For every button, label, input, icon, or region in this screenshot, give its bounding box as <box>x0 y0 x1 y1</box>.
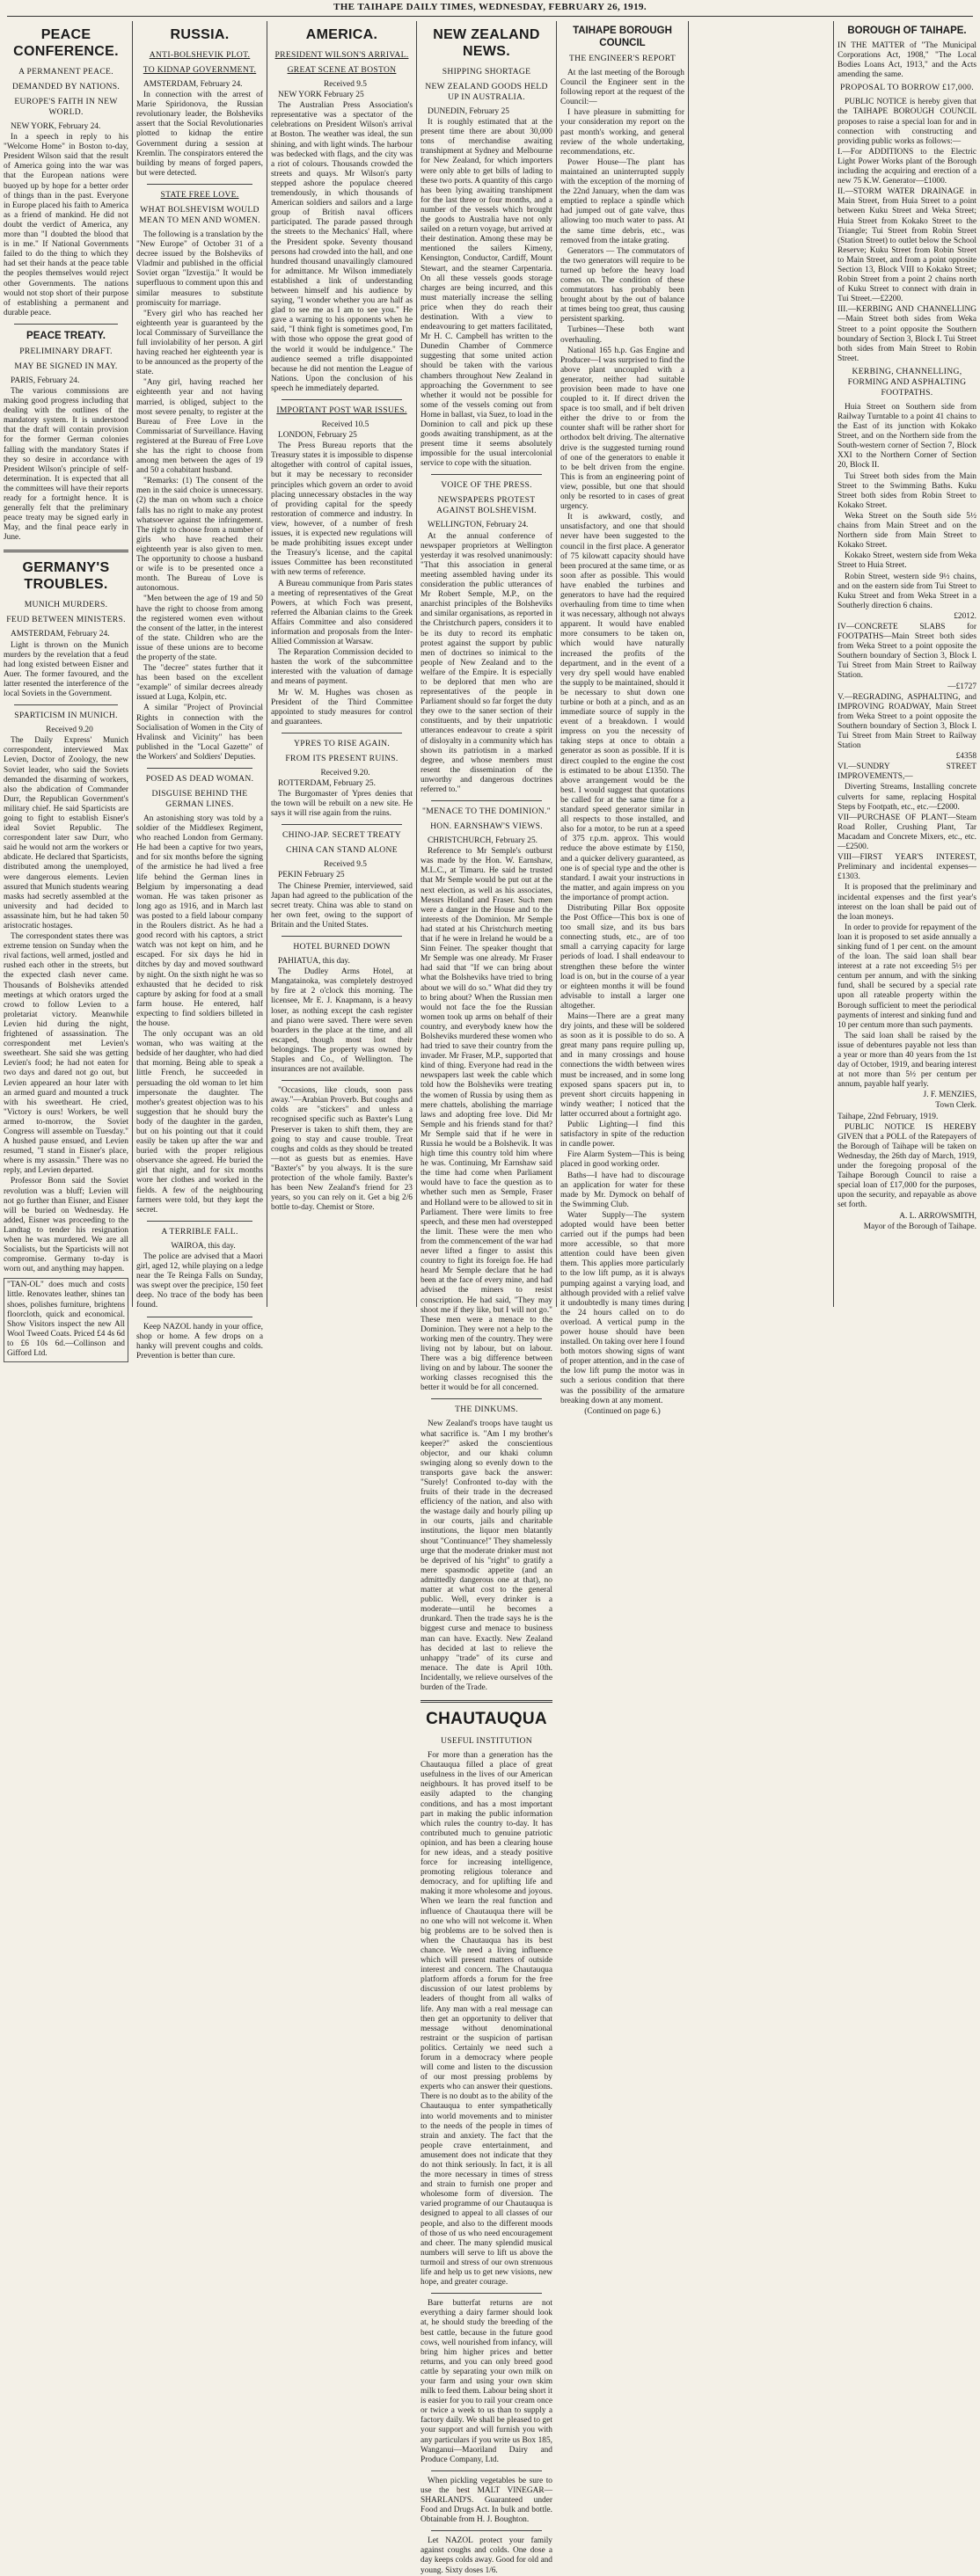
subheading: DEMANDED BY NATIONS. <box>11 82 121 91</box>
column-3 <box>267 21 416 1307</box>
ad-text: "TAN-OL" does much and costs little. Renovates leather, shines tan shoes, polishes furniture, brightens floorcloth, quick and economical. Show Visitors inspect the new All Wool Tweed Coats. Priced £4 4s 6d to £6 10s 6d.—Collinson and Gifford Ltd. <box>7 1281 125 1359</box>
separator <box>282 1080 402 1081</box>
article-title: CHINO-JAP. SECRET TREATY <box>282 830 402 841</box>
article-body: "Any girl, having reached her eighteenth year and not having married, is obliged, subject to the most severe penalty, to register at the Bureau of Free Love in the Commissariat of Surveillance. Having registered at the Bureau of Free Love she has the right to choose from among men between the ages of 19 and 50 a cohabitant husband. <box>136 378 263 476</box>
separator <box>431 1398 542 1399</box>
subheading: A PERMANENT PEACE. <box>18 67 113 77</box>
dateline: WELLINGTON, February 24. <box>428 521 529 530</box>
article-body: For more than a generation has the Chautauqua filled a place of great usefulness in the lives of our American neighbours. It has proved itself to be easily adapted to the changing conditions, and has a most important part in making the public information which rules the country to-day. It has contributed much to genuine patriotic opinion, and has been a clearing house for new ideas, and a steady positive force for increasing intelligence, promoting religious tolerance and democracy, and for uplifting life and making it more wholesome and joyous. When we learn the real function and influence of Chautauqua there will be no one who will not welcome it. When big problems are to be solved then is when the Chautauqua has its best chance. We need a living influence which will present matters of outside interest and concern. The Chautauqua platform affords a forum for the free discussion of our latest problems by leaders of thought from all walks of life. Any man with a real message can then get an opportunity to deliver that message without denominational restraint or the suspicion of partisan politics. Certainly we need such a forum in a democracy where people will come and listen to the discussion of our most pressing problems by experts who can answer their questions. There is no doubt as to the ability of the Chautauqua to enter sympathetically into world movements and to minister to the needs of the people in times of strain and anxiety. The fact that the people crave entertainment, and amusement does not indicate that they do not think seriously. In fact, it is all the more necessary in times of stress and strain to furnish one proper and wholesome form of diversion. The varied programme of our Chautauqua is designed to appeal to all classes of our people, and also to the different moods of those of us who need encouragement and cheer. The many splendid musical numbers will serve to lift us above the turmoil and stress of our own strenuous life and help us to get new visions, new hope, and greater courage. <box>421 1751 552 2288</box>
signature: J. F. MENZIES, <box>923 1091 976 1100</box>
dateline: PARIS, February 24. <box>11 376 80 385</box>
article-body: A Bureau communique from Paris states a meeting of representatives of the Great Powers, at which Foch was present, referred the Albanian claims to the Greek Affairs Committee and also considered information and proposals from the Inter-Allied Commission at Warsaw. <box>271 579 413 647</box>
separator <box>431 2293 542 2294</box>
notice-item: III.—KERBING AND CHANNELLING—Main Street both sides from Weka Street to a point opposite the Southern boundary of Section 3, Block I. Tui Street both sides from Main Street to Robin Street. <box>837 305 976 363</box>
article-body: National 165 h.p. Gas Engine and Producer—I was surprised to find the above plant uncoupled with a generator, neither had suitable provision been made to have one coupled to it. If direct driven the space is too small, and if belt driven either the drive to or from the counter shaft will be rather short for orthodox belt driving. The alternative drive is the suggested turning round of one of the generators to enable it to be belt driven from the engine. This is from an engineering point of view, possible, but one that should only be resorted to in cases of great urgency. <box>560 346 684 512</box>
article-body: The Reparation Commission decided to hasten the work of the subcommittee interested with the valuation of damage and means of payment. <box>271 648 413 687</box>
dateline: PAHIATUA, this day. <box>278 957 350 967</box>
article-body: At the last meeting of the Borough Council the Engineer sent in the following report at the request of the Council:— <box>560 69 684 107</box>
notice-item: Kokako Street, western side from Weka Street to Huia Street. <box>837 551 976 571</box>
article-title: YPRES TO RISE AGAIN. <box>293 738 391 748</box>
separator <box>431 2470 542 2471</box>
subheading: CHINA CAN STAND ALONE <box>286 845 398 856</box>
signature: A. L. ARROWSMITH, <box>899 1211 976 1221</box>
notice-item: Weka Street on the South side 5½ chains from Main Street and on the Northern side from Main Street to Kokako Street. <box>837 511 976 551</box>
article-title: PEACE TREATY. <box>26 330 106 341</box>
dateline: ROTTERDAM, February 25. <box>278 779 376 788</box>
notice-intro: IN THE MATTER of "The Municipal Corporations Act, 1908," "The Local Bodies Loans Act, 1913," and the Acts amending the same. <box>837 41 976 80</box>
article-body: The following is a translation by the "New Europe" of October 31 of a decree issued by the Bolsheviks of Vladmir and published in the official Soviet organ "Izvestija." It would be superfluous to comment upon this and similar measures to substitute promiscuity for marriage. <box>136 230 263 308</box>
subheading: DISGUISE BEHIND THE GERMAN LINES. <box>151 789 248 809</box>
article-body: I have pleasure in submitting for your consideration my report on the past month's working, and general review of the whole undertaking, recommendations, etc. <box>560 108 684 157</box>
received-time: Received 10.5 <box>321 420 369 429</box>
notice-item: II.—STORM WATER DRAINAGE in Main Street, from Huia Street to a point between Kuku Street and Weka Street; Huia Street from Kokako Street to the Triangle; Tui Street from Robin Street (Station Street) to outlet below the School Reserve; Kuku Street from Robin Street to Main Street, and from a point opposite Section 13, Block VIII to Kokako Street; Robin Street from a point 2 chains north of Kuku Street to connect with drain in Tui Street.—£2200. <box>837 187 976 304</box>
article-body: The Press Bureau reports that the Treasury states it is impossible to dispense altogether with control of capital issues, but it may be necessary to reconsider principles which govern an order to avoid placing unnecessary obstacles in the way of providing capital for the speedy restoration of commerce and industry. In view, however, of a number of fresh issues, it is expected new regulations will be made prohibiting issues except under the Treasury's license, and the capital issues Committee has been reconstituted with new terms of reference. <box>271 441 413 578</box>
article-body: The Daily Express' Munich correspondent, interviewed Max Levien, Doctor of Zoology, the new Soviet leader, who said the Soviets demanded the disarming of workers, also the abdication of Commander Durr, the Republican Government's military chief. He said Sparticists are going to fight to establish Eisner's ideal Soviet Republic. The correspondent later saw Durr, who said he would not arm the workers or abdicate. He declared that Sparticists, distributed among the unemployed, were dangerous elements. Levien assured that Munich students wearing masks had secretly assembled at the university and had decided to assassinate him, but he had taken 50 aristocratic hostages. <box>4 736 128 930</box>
advertisement: "Occasions, like clouds, soon pass away."—Arabian Proverb. But coughs and colds are "stickers" and unless a recognised specific such as Baxter's Lung Preserver is taken to shift them, they are going to stay and cause trouble. Treat coughs and colds as they should be treated—not as guests but as enemies. Have "Baxter's" by you always. It is the sure protection of the whole family. Baxter's has been New Zealand's friend for 23 years, so you can rely on it. Get a big 2/6 bottle to-day. Chemist or Store. <box>271 1086 413 1213</box>
column-5 <box>557 21 688 1416</box>
advertisement: Bare butterfat returns are not everything a dairy farmer should look at, he should study the breeding of the best cattle, because in the future good cows, well nourished from infancy, will bring him higher prices and better returns, and you can only breed good cattle by separating your own milk on your farm and using your own skim milk to feed them. Labour being short it is easier for you to rail your cream once or twice a week to us than to supply a factory daily. We shall be pleased to get your support and will furnish you with any particulars if you write us Box 185, Wanganui—Maoriland Dairy and Produce Company, Ltd. <box>421 2299 552 2464</box>
article-body: Distributing Pillar Box opposite the Post Office—This box is one of too small size, and its bus bars connecting studs, etc., are of too small a carrying capacity for large periods of load. I shall endeavour to strengthen these before the winter load is on, but in the course of a year or eighteen months it will be found advisable to install a larger one altogether. <box>560 903 684 1011</box>
article-title: VOICE OF THE PRESS. <box>441 480 532 491</box>
subheading: NEW ZEALAND GOODS HELD UP IN AUSTRALIA. <box>425 82 548 102</box>
article-title: SPARTICISM IN MUNICH. <box>14 711 118 721</box>
subheading: PRELIMINARY DRAFT. <box>19 346 113 356</box>
subheading: USEFUL INSTITUTION <box>441 1736 532 1747</box>
continued-note: (Continued on page 6.) <box>584 1406 661 1416</box>
amount: £2012. <box>954 611 976 621</box>
article-body: The Dudley Arms Hotel, at Mangatainoka, was completely destroyed by fire at 2 o'clock this morning. The licensee, Mr E. J. Knapmann, is a heavy loser, as nothing except the cash register and piano were saved. There were seven boarders in the place at the time, and all escaped, though most lost their belongings. The property was owned by Staples and Co., of Wellington. The insurances are not available. <box>271 967 413 1075</box>
separator <box>282 824 402 825</box>
article-body: The police are advised that a Maori girl, aged 12, while playing on a ledge near the Te Reinga Falls on Sunday, was swept over the precipice, 150 feet deep. No trace of the body has been found. <box>136 1252 263 1310</box>
advertisement: Keep NAZOL handy in your office, shop or home. A few drops on a hanky will prevent coughs and colds. Prevention is better than cure. <box>136 1322 263 1361</box>
column-1 <box>0 21 132 1359</box>
subheading: SHIPPING SHORTAGE <box>442 67 531 77</box>
article-body: Mr W. M. Hughes was chosen as President of the Third Committee appointed to study measures for control and guarantees. <box>271 688 413 726</box>
notice-item: VIII—FIRST YEAR'S INTEREST, Preliminary and incidental expenses—£1303. <box>837 853 976 882</box>
article-body: In connection with the arrest of Marie Spiridonova, the Russian revolutionary leader, the Bolsheviks assert that the Social Revolutionaries plotted to kidnap the entire Government during a session at Kremlin. The conspirators entered the building by means of forged papers, but were detected. <box>136 91 263 178</box>
article-body: In a speech in reply to his "Welcome Home" in Boston to-day, President Wilson said that the result of America going into the war was that the European nations were buoyed up by hope for a better order of things than in the past. Everyone in Europe placed his faith to America as a friend of mankind. He did not doubt the verdict of America, any more than "I doubted the blood that is in me." If National Governments failed to do the thing to which they had set their hands at the peace table the peoples themselves would reject other Governments. The nations would not stop short of their purpose of establishing a permanent and durable peace. <box>4 133 128 317</box>
column-4 <box>417 21 556 2575</box>
separator <box>431 2530 542 2531</box>
article-body: The various commissions are making good progress including that dealing with the outlines of the mandatory system. It is understood that the draft will contain provision for the former German colonies falling with the mandatory States if they so desire in accordance with President Wilson's principle of self-determination. It is expected that all the committees will have their reports ready for a fortnight hence. It is generally felt that the preliminary peace treaty may be signed early in May, and the final peace early in June. <box>4 386 128 543</box>
separator <box>431 800 542 801</box>
received-time: Received 9.20 <box>46 726 93 735</box>
article-title: GERMANY'S TROUBLES. <box>22 560 110 593</box>
article-body: Fire Alarm System—This is being placed in good working order. <box>560 1150 684 1170</box>
notice-body: The said loan shall be raised by the issue of debentures payable not less than a year or more than 40 years from the 1st day of October, 1919, and bearing interest at not more than 5½ per centum per annum, payable half yearly. <box>837 1031 976 1090</box>
article-title: POSED AS DEAD WOMAN. <box>145 774 254 784</box>
article-body: "Men between the age of 19 and 50 have the right to choose from among the registered women even without the consent of the latter, in the interest of the state. Children who are the issue of these unions are to become the property of the state. <box>136 595 263 662</box>
signature-title: Mayor of the Borough of Taihape. <box>863 1222 976 1231</box>
article-title: A TERRIBLE FALL. <box>161 1226 238 1237</box>
article-body: Light is thrown on the Munich murders by the revelation that a feud had long existed between Eisner and Auer. The former favoured, and the latter resented the interference of the local Soviets in the Government. <box>4 640 128 699</box>
subheading: MAY BE SIGNED IN MAY. <box>14 361 118 371</box>
separator <box>14 704 118 705</box>
advertisement <box>4 1278 128 1362</box>
article-body: A similar "Project of Provincial Rights in connection with the Socialisation of Women in the City of Hvalinsk and Vicinity" has been published in the "Local Gazette" of the Workers' and Soldiers' Deputies. <box>136 704 263 762</box>
article-title: AMERICA. <box>305 27 378 42</box>
dateline: DUNEDIN, February 25 <box>428 107 509 116</box>
notice-item: IV—CONCRETE SLABS for FOOTPATHS—Main Street both sides from Weka Street to a point opposite the Southern boundary of Section 3, Block I. Tui Street from Main Street to Railway Station. <box>837 622 976 681</box>
separator <box>431 474 542 475</box>
dateline: AMSTERDAM, February 24. <box>11 630 110 639</box>
article-body: An astonishing story was told by a soldier of the Middlesex Regiment, who reached London from Germany. He had been a captive for two years, and for six months before the signing of the armistice he had lived a free life behind the German lines in Belgium by impersonating a dead woman. He was taken prisoner as long ago as 1916, and in March last was posted to a field labour company in the Roulers district. As he had a good record with his captors, a strict watch was not kept on him, and he escaped. For six days he hid in ditches by day and moved southward by night. On the sixth night he was so exhausted that he decided to risk capture by asking for food at a small farm house. He entered, half expecting to find soldiers billeted in the house. <box>136 814 263 1028</box>
separator <box>282 399 402 400</box>
article-body: Reference to Mr Semple's outburst was made by the Hon. W. Earnshaw, M.L.C., at Timaru. He said he trusted that Mr Semple would be put out at the next election, as well as his associates, Messrs Holland and Fraser. Such men were a danger in the House and to the interests of the Dominion. Mr Semple had stated at his Christchurch meeting that if he were in Ireland he would be a Sinn Feiner. The speaker thought that Mr Semple was one already. Mr Fraser had said that "If we can bring about what the Bolsheviks have tried to bring about we will do so." What did they try to bring about? When the Russian men would not face the foe the Russian women took up arms on behalf of their country, and everybody knew how the Bolsheviks murdered these women who had tried to save their country from the invader. Mr Fraser, M.P., supported that kind of thing. Everyone had read in the newspapers last week the cable which told how the Bolsheviks were treating the women of Russia by using them as mere chattels, abolishing the marriage laws and adopting free love. Did Mr Semple and his friends stand for that? Mr Semple said that if he were in Russia he would be a Bolshevik. It was high time this country told him where he was. Continuing, Mr Earnshaw said the time had come when Parliament would have to face the question as to whether such men as Semple, Fraser and Holland were to be allowed to sit in Parliament. There were limits to free speech, and these men had overstepped the limit. These were the men who from the commencement of the war had never lifted a finger to assist this country to fight its foreign foe. He had heard Mr Semple declare that he had been at the face of every mine, and had advised the miners to resist conscription. He had said, "They may shoot me if they like, but I will not go." These men were a menace to the Dominion. They were not a help to the working men of the country. They were living not by labour, but on labour. There was a big difference between living on and by labour. The sooner the working classes recognised this the better it would be for all concerned. <box>421 847 552 1393</box>
separator <box>147 768 252 769</box>
subheading: KERBING, CHANNELLING, FORMING AND ASPHALTING FOOTPATHS. <box>847 366 967 398</box>
notice-body: It is proposed that the preliminary and incidental expenses and the first year's interest on the loan shall be paid out of the loan moneys. <box>837 883 976 922</box>
article-body: New Zealand's troops have taught us what sacrifice is. "Am I my brother's keeper?" asked the conscientious objector, and our khaki column swinging along so evenly down to the transports gave back the answer: "Surely! Confronted to-day with the fruits of their trade in the decreased efficiency of the nation, and also with the wastage daily and hourly piling up in our courts, jails and charitable institutions, the liquor men blatantly shout "Continuance!" They shamelessly urge that the moderate drinker must not be deprived of his "right" to gratify a mere spasmodic appetite (and an admittedly dangerous one at that), no matter at what cost to the general public. Well, every drinker is a moderate—until he becomes a drunkard. Then the trade says he is the biggest curse and menace to business man can have. Exactly. New Zealand has decided at last to relieve the unhappy "trade" of its curse and menace. The date is April 10th. Incidentally, we relieve ourselves of the burden of the Trade. <box>421 1419 552 1692</box>
subheading: PROPOSAL TO BORROW £17,000. <box>840 83 974 93</box>
article-body: Generators — The commutators of the two generators will require to be turned up before the heavy load comes on. The condition of these commutators has probably been brought about by the out of balance at times being too great, thus causing persistent sparking. <box>560 246 684 325</box>
article-body: Mains—There are a great many dry joints, and these will be soldered as soon as it is possible to do so. A great many pans require pulling up, and in many crossings and house connections the width between wires must be increased, and in some long exposed spans spacers put in, to prevent short circuits happening in windy weather; I noticed that the latter occurred about a fortnight ago. <box>560 1012 684 1119</box>
notice-item: VII—PURCHASE OF PLANT—Steam Road Roller, Crushing Plant, Tar Macadam and Concrete Mixers, etc., etc.—£2500. <box>837 813 976 852</box>
separator <box>147 184 252 185</box>
subheading: HON. EARNSHAW'S VIEWS. <box>430 821 543 832</box>
notice-item: VI.—SUNDRY STREET IMPROVEMENTS,— <box>837 763 976 782</box>
dateline: AMSTERDAM, February 24. <box>143 80 243 89</box>
subheading: THE ENGINEER'S REPORT <box>569 54 676 63</box>
notice-item: Robin Street, western side 9½ chains, and on the eastern side from Tui Street to Kuku Street and from Weka Street in a Southerly direction 6 chains. <box>837 572 976 610</box>
article-title: RUSSIA. <box>170 27 230 42</box>
article-body: Power House—The plant has maintained an uninterrupted supply with the exception of the morning of the 22nd January, when the dam was emptied to replace a spindle which had jumped out of gate valve, thus allowing too much water to pass. At the same time debris, etc., was removed from the intake grating. <box>560 157 684 245</box>
subheading: FEUD BETWEEN MINISTERS. <box>6 615 126 625</box>
article-body: Professor Bonn said the Soviet revolution was a bluff; Levien will not go further than Eisner, and Eisner will be buried on Wednesday. He added, Eisner was proceeding to the Landtag to tender his resignation when he was murdered. We are all Socialists, but the Sparticists will not compromise. Germany to-day is worn out, and anything may happen. <box>4 1177 128 1274</box>
column-2 <box>133 21 267 1361</box>
article-title: PEACE CONFERENCE. <box>13 27 119 59</box>
notice-item: V.—REGRADING, ASPHALTING, and IMPROVING ROADWAY, Main Street from Weka Street to a point opposite the Southern boundary of Section 3, Block I. Tui Street from Main Street to Railway Station <box>837 692 976 751</box>
separator <box>421 1700 552 1703</box>
subheading: GREAT SCENE AT BOSTON <box>287 65 397 75</box>
notice-item: Diverting Streams, Installing concrete culverts for same, replacing Hospital Steps by Footpath, etc., etc.—£2000. <box>837 783 976 812</box>
notice-body: PUBLIC NOTICE IS HEREBY GIVEN that a POLL of the Ratepayers of the Borough of Taihape will be taken on Wednesday, the 26th day of March, 1919, under the foregoing proposal of the Taihape Borough Council to raise a special loan of £17,000 for the purposes, upon the security, and repayable as above set forth. <box>837 1122 976 1210</box>
subheading: PRESIDENT WILSON'S ARRIVAL. <box>274 50 409 60</box>
advertisement: When pickling vegetables be sure to use the best MALT VINEGAR—SHARLAND'S. Guaranteed under Food and Drugs Act. In bulk and bottle. Obtainable from H. J. Boughton. <box>421 2476 552 2525</box>
article-body: The correspondent states there was extreme tension on Sunday when the rival factions, well armed, jostled and rushed each other in the streets, but the expected clash never came. Thousands of Bolsheviks attended meetings at which orators urged the crowd to follow Levien to a proletariat victory. Meanwhile Levien hid during the night, frightened of assassination. The correspondent met Levien's sweetheart. She said she was getting Levien's food; he had not eaten for two days and dared not go out, but Levien appeared an hour later with an armed guard and mounted a truck with his sweetheart. He cried, "Victory is ours! Workers, be well armed to-morrow, the Soviet Congress will assemble on Tuesday." A hushed pause ensued, and Levien resumed, "I stand in Eisner's place, where is my assassin." There was no reply, and Levien departed. <box>4 932 128 1176</box>
signature-title: Town Clerk. <box>935 1101 976 1111</box>
dateline: WAIROA, this day. <box>171 1241 236 1251</box>
dateline: PEKIN February 25 <box>278 871 345 880</box>
article-body: The "decree" states further that it has been based on the excellent "example" of similar decrees already issued at Luga, Kolpin, etc. <box>136 664 263 703</box>
article-body: At the annual conference of newspaper proprietors at Wellington yesterday it was resolved unanimously: "That this association in general meeting assembled having under its consideration the public utterances of Mr Robert Semple, M.P., on the anarchist principles of the Bolsheviks and similar organisations, as reported in the Christchurch papers, considers it to be its duty to record its emphatic protest against the support by public men of doctrines so inimical to the people of New Zealand and to the welfare of the Empire. It is especially to be deplored that men who are representatives of the people in Parliament should so far forget the duty they owe to the saner section of their constituents, and by their unpatriotic utterances endeavour to create a spirit of disloyalty in a community which has shown its patriotism in a marked degree, and whose members must resent the dissemination of the unworthy and dangerous doctrines referred to." <box>421 531 552 794</box>
article-body: Public Lighting—I find this satisfactory in spite of the reduction in candle power. <box>560 1120 684 1149</box>
received-time: Received 9.5 <box>324 80 367 89</box>
dateline: LONDON, February 25 <box>278 431 357 441</box>
article-body: It is roughly estimated that at the present time there are about 30,000 tons of merchandise awaiting transhipment at Sydney and Melbourne for New Zealand, for which importers were only able to get bills of lading to these two ports. A quantity of this cargo has been lying awaiting transhipment for the last three or four months, and a number of the vessels which brought the goods to Australia have not only sailed on a return voyage, but arrived at their destination. Among these may be mentioned the sailers Kimeny, Kensington, Conductor, Cardiff, Mount Stewart, and the steamer Carpentaria. On all these vessels goods storage charges are being incurred, and this must materially increase the selling price when they do reach their destination. With a view to endeavouring to get matters facilitated, Mr H. C. Campbell has written to the Dunedin Chamber of Commerce suggesting that some united action should be taken with the various chambers throughout New Zealand in approaching the Government to see whether it would not be possible for some of the vessels coming out from Home in ballast, via Suez, to load in the Dominion to call and pick up these goods awaiting transhipment, as at the present time it seems absolutely impossible for the usual intercolonial service to cope with the situation. <box>421 118 552 469</box>
article-body: The Burgomaster of Ypres denies that the town will be rebuilt on a new site. He says it will rise again from the ruins. <box>271 790 413 819</box>
separator <box>147 1221 252 1222</box>
separator <box>14 324 118 325</box>
notice-body: In order to provide for repayment of the loan it is proposed to set aside annually a sinking fund of 1 per cent. on the amount of the loan. The said loan shall bear interest at a rate not exceeding 5½ per centum per annum, and with the sinking fund, shall be secured by a special rate upon all rateable property within the Borough sufficient to meet the periodical payments of interest and sinking fund and 10 per centum more than such payments. <box>837 923 976 1030</box>
subheading: FROM ITS PRESENT RUINS. <box>285 753 399 763</box>
advertisement: Let NAZOL protect your family against coughs and colds. One dose a day keeps colds away. Good for old and young. Sixty doses 1/6. <box>421 2536 552 2575</box>
masthead: THE TAIHAPE DAILY TIMES, WEDNESDAY, FEBRUARY 26, 1919. <box>7 2 973 17</box>
subheading: MUNICH MURDERS. <box>24 600 108 610</box>
notice-item: I.—For ADDITIONS to the Electric Light Power Works plant of the Borough including the acquiring and erection of a new 75 K.W. Generator—£1000. <box>837 147 976 186</box>
received-time: Received 9.5 <box>324 860 367 870</box>
received-time: Received 9.20. <box>320 768 370 777</box>
article-title: BOROUGH OF TAIHAPE. <box>847 26 967 36</box>
article-body: It is awkward, costly, and unsatisfactory, and one that should never have been suggested to the council in the first place. A generator of 75 kilowatt capacity should have been procured at the same time, or as soon after as possible. This would have enabled the turbines and generators to have had the required overhauling from time to time when it was necessary, although not always apparent. It would have enabled more consumers to be taken on, which would have naturally increased the profits of the department, and in the event of a very dry spell would have enabled the supply to be maintained, should it be necessary to shut down one turbine or both at a pinch, and as an immediate source of supply in the event of a breakdown. I would impress on you the necessity of taking steps at once to obtain a generator as soon as possible. If it is direct coupled to the engine the cost is estimated to be about £1350. The above arrangement would be the best. I would suggest that quotations be called for at the same time for a standard speed generator similar in all respects to those installed, and also for a motor, to be run at a speed of 375 r.p.m. approx. This would reduce the above estimate by £150, and a quicker delivery guaranteed, as one is of special type and the other is standard. I await your instructions in the matter, and again impress on you the importance of prompt action. <box>560 513 684 902</box>
article-body: Turbines—These both want overhauling. <box>560 325 684 345</box>
article-title: IMPORTANT POST WAR ISSUES. <box>276 405 407 415</box>
subheading: EUROPE'S FAITH IN NEW WORLD. <box>14 97 118 117</box>
article-title: "MENACE TO THE DOMINION." <box>422 806 551 817</box>
article-body: "Remarks: (1) The consent of the men in the said choice is unnecessary. (2) the man on whom such a choice falls has no right to make any protest whatsoever against the infringement. The right to choose from a number of girls who have reached their eighteenth year is also given to men. The opportunity to choose a husband or wife is to be presented once a month. The Bureau of Love is autonomous. <box>136 477 263 594</box>
article-title: HOTEL BURNED DOWN <box>293 942 391 952</box>
article-title: TAIHAPE BOROUGH COUNCIL <box>573 26 672 48</box>
separator <box>282 936 402 937</box>
amount: £4358 <box>955 752 976 762</box>
column-6 <box>834 21 980 1307</box>
article-title: CHAUTAUQUA <box>426 1710 547 1729</box>
article-title: THE DINKUMS. <box>455 1405 518 1415</box>
notice-date: Taihape, 22nd February, 1919. <box>837 1112 939 1121</box>
notice-item: Huia Street on Southern side from Railway Turntable to a point 41 chains to the East of its junction with Kokako Street, and on the Northern side from the South-western corner of Section 7, Block XXI to the Northern Corner of Section 20, Block II. <box>837 402 976 471</box>
dateline: CHRISTCHURCH, February 25. <box>428 836 538 846</box>
article-body: "Every girl who has reached her eighteenth year is guaranteed by the local Commissary of Surveillance the full inviolability of her person. A girl having reached her eighteenth year is to be announced as the property of the state. <box>136 309 263 377</box>
subheading: NEWSPAPERS PROTEST AGAINST BOLSHEVISM. <box>436 495 537 516</box>
article-body: The Australian Press Association's representative was a spectator of the celebrations on President Wilson's arrival at Boston. The weather was ideal, the sun shining, and with light winds. The harbour was bedecked with flags, and the city was a riot of colours. Thousands crowded the streets and quays. Mr Wilson's party stepped ashore the populace cheered tremendously, in which thousands of American soldiers and sailors and a large group of British naval officers participated. The parade passed through the streets to the Mechanics' Hall, where the President spoke. Seventy thousand persons had crowded into the hall, and one hundred thousand unavailingly clamoured for admittance. Mr Wilson immediately established a link of understanding between himself and his audience by saying, "I wonder whether you are half as glad to see me as I am to see you." He gave a warning to his opponents when he said, "I think fight is sometimes good, I'm with those who oppose the great good of the world it would be indulgence." The audience seemed a trifle disappointed because he did not mention the League of Nations. Upon the conclusion of his speech he immediately departed. <box>271 101 413 393</box>
article-title: NEW ZEALAND NEWS. <box>433 27 540 59</box>
notice-item: Tui Street both sides from the Main Street to the Swimming Baths. Kuku Street both sides from Robin Street to Kokako Street. <box>837 471 976 510</box>
article-body: Baths—I have had to discourage an application for water for these made by Mr. Dymock on behalf of the Swimming Club. <box>560 1171 684 1209</box>
subheading: ANTI-BOLSHEVIK PLOT. <box>149 50 251 60</box>
notice-body: PUBLIC NOTICE is hereby given that the TAIHAPE BOROUGH COUNCIL proposes to raise a special loan for and in connection with constructing and providing public works as follows:— <box>837 98 976 146</box>
subheading: TO KIDNAP GOVERNMENT. <box>143 65 257 75</box>
article-body: Water Supply—The system adopted would have been better carried out if the pumps had been more accessible, so that more attention could have been given them. This applies more particularly to the low lift pump, as it is always pumping against a varying load, and although provided with a relief valve it undoubtedly is many times during the 24 hours called on to do overload. A vertical pump in the power house should have been installed. On taking over here I found both motors showing signs of want of proper attention, and in the case of the low lift pump the motor was in such a serious condition that there was the possibility of the armature breaking down at any moment. <box>560 1210 684 1405</box>
separator <box>4 550 128 552</box>
article-body: The Chinese Premier, interviewed, said Japan had agreed to the publication of the secret treaty. China was able to stand on her own feet, owing to the support of Britain and the United States. <box>271 881 413 930</box>
column-rule <box>688 21 689 1307</box>
article-title: STATE FREE LOVE. <box>160 189 239 200</box>
amount: —£1727 <box>947 682 976 691</box>
dateline: NEW YORK, February 24. <box>11 122 101 131</box>
dateline: NEW YORK February 25 <box>278 91 364 100</box>
subheading: WHAT BOLSHEVISM WOULD MEAN TO MEN AND WOMEN. <box>139 204 260 225</box>
article-body: The only occupant was an old woman, who was waiting at the bedside of her daughter, who had died that morning. Being able to speak a little French, he succeeded in persuading the old woman to let him impersonate the daughter. The mother's greatest objection was to his suggestion that he should bury the body of the daughter in the garden, but on his pointing out that it could easily be taken up after the war and buried with the proper religious observance she agreed. He buried the girl that night, and for six months wore her clothes and worked in the fields. A few of the neighbouring farmers were told, but they kept the secret. <box>136 1030 263 1215</box>
